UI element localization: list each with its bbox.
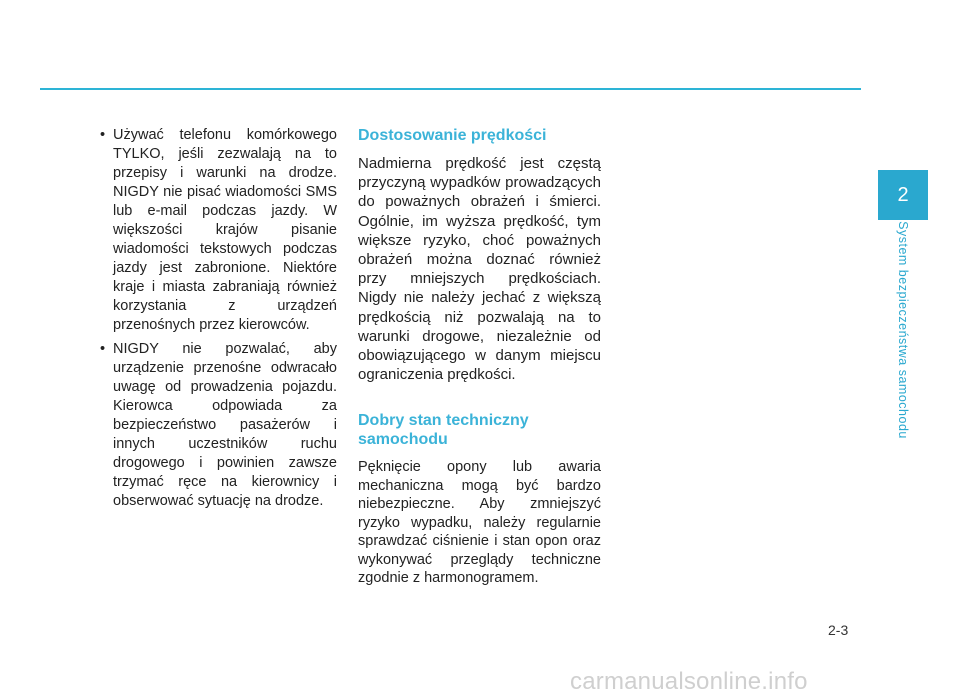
header-rule [40,88,861,90]
bullet-item [100,340,337,511]
bullet-item [100,126,337,335]
section-heading-condition: Dobry stan techniczny samochodu [358,412,529,449]
page-number: 2-3 [828,622,849,638]
watermark: carmanualsonline.info [570,668,808,695]
section-heading-speed: Dostosowanie prędkości [358,127,547,144]
left-column [100,126,337,516]
section-body-speed: Nadmierna prędkość jest częstą przyczyną wypadków prowadzących do poważnych obrażeń i śmierci. Ogólnie, im wyższa prędkość, tym większe ryzyko, choć poważnych obrażeń można doznać również przy mniejszych prędkościach. Nigdy nie należy jechać z większą prędkością niż pozwalają na to warunki drogowe, niezależnie od obowiązującego w danym miejscu ograniczenia prędkości. [358,155,601,384]
bullet-text: Używać telefonu komórkowego TYLKO, jeśli zezwalają na to przepisy i warunki na drodze. NIGDY nie pisać wiadomości SMS lub e-mail podczas jazdy. W większości krajów pisanie wiadomości tekstowych podczas jazdy jest zabronione. Niektóre kraje i miasta zabraniają również korzystania z urządzeń przenośnych przez kierowców. [113,127,337,333]
bullet-marker: • [100,341,106,357]
chapter-number: 2 [897,183,909,206]
chapter-tab [878,170,928,220]
chapter-title: System bezpieczeństwa samochodu [896,221,910,439]
bullet-marker: • [100,127,106,143]
bullet-text: NIGDY nie pozwalać, aby urządzenie przenośne odwracało uwagę od prowadzenia pojazdu. Kierowca odpowiada za bezpieczeństwo pasażerów i innych uczestników ruchu drogowego i powinien zawsze trzymać ręce na kierownicy i obserwować sytuację na drodze. [113,341,337,509]
section-body-condition: Pęknięcie opony lub awaria mechaniczna mogą być bardzo niebezpieczne. Aby zmniejszyć ryzyko wypadku, należy regularnie sprawdzać ciśnienie i stan opon oraz wykonywać przeglądy techniczne zgodnie z harmonogramem. [358,459,601,587]
right-column [358,126,601,588]
